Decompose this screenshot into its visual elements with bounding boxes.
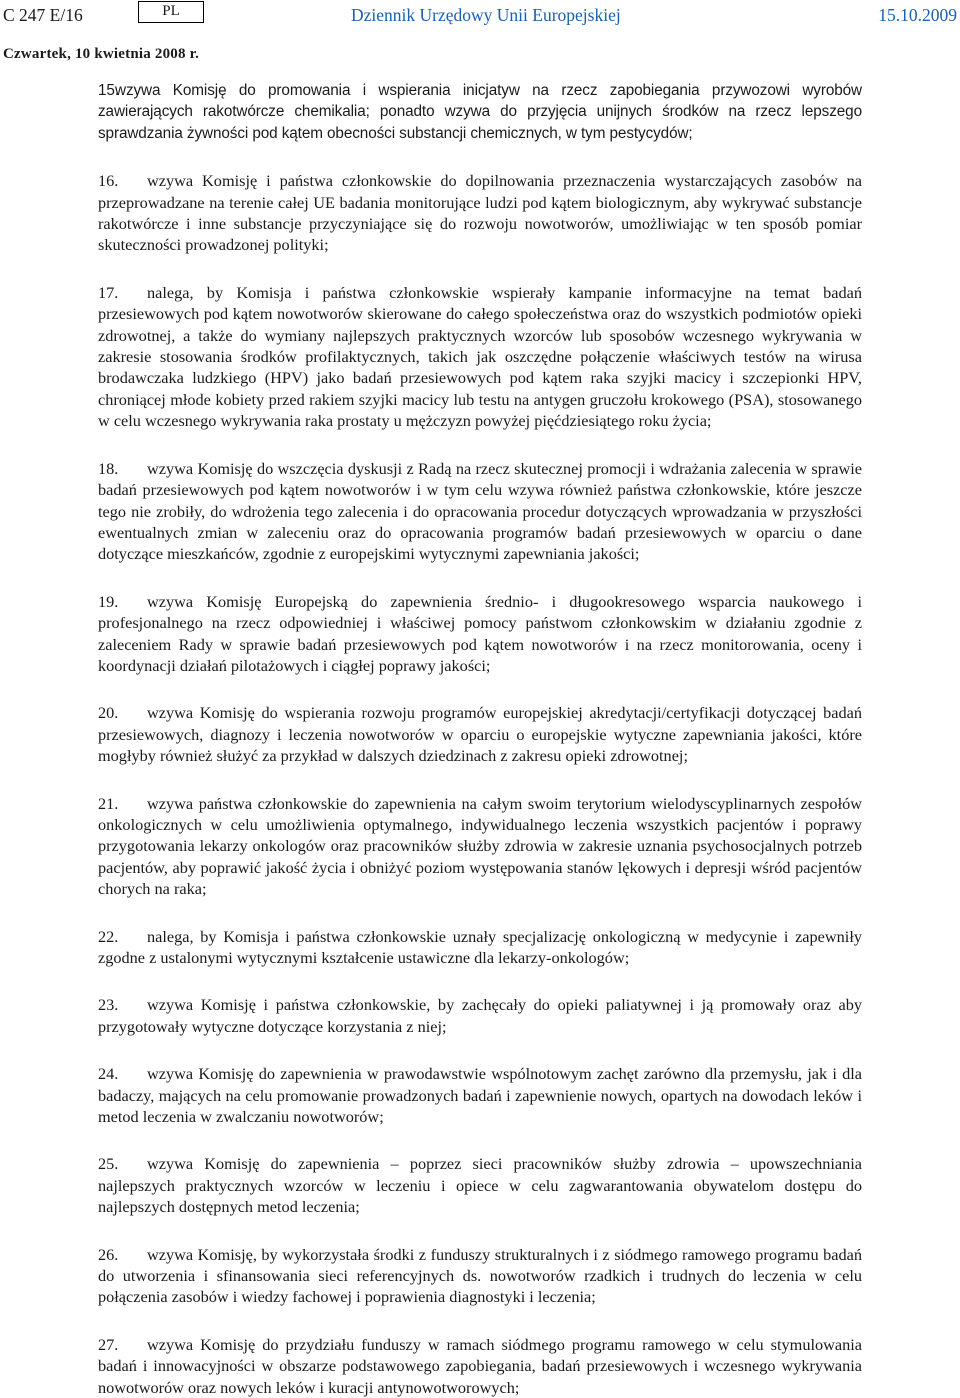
item-text: wzywa Komisję i państwa członkowskie, by zachęcały do opieki paliatywnej i ją promowały oraz aby przygotowały wytyczne dotyczące korzystania z niej; — [98, 995, 862, 1036]
item-number: 16. — [98, 171, 119, 191]
resolution-item — [98, 793, 862, 900]
item-text: nalega, by Komisja i państwa członkowskie uznały specjalizację onkologiczną w medycynie i zapewniły zgodne z ustalonymi wytycznymi kształcenie ustawiczne dla lekarzy-onkologów; — [98, 926, 862, 967]
item-text: wzywa Komisję do wszczęcia dyskusji z Radą na rzecz skutecznej promocji i wdrażania zalecenia w sprawie badań przesiewowych pod kątem nowotworów i w tym celu wzywa również państwa członkowskie, które jeszcze tego nie zrobiły, do wdrożenia tego zalecenia i do opracowania procedur dotyczących wprowadzania w przyszłości ewentualnych zmian w zaleceniu oraz do opracowania programów badań przesiewowych w oparciu o dane dotyczące mieszkańców, zgodnie z europejskimi wytycznymi zapewniania jakości; — [98, 458, 862, 564]
resolution-item — [98, 458, 862, 565]
resolution-item — [98, 170, 862, 256]
publication-date: 15.10.2009 — [878, 5, 957, 25]
item-number: 26. — [98, 1244, 119, 1264]
item-number: 22. — [98, 926, 119, 946]
item-number: 20. — [98, 703, 119, 723]
resolution-item — [98, 1334, 862, 1398]
item-text: nalega, by Komisja i państwa członkowskie wspierały kampanie informacyjne na temat badań przesiewowych pod kątem nowotworów skierowane do całego społeczeństwa oraz do wszystkich podmiotów opieki zdrowotnej, a także do wymiany najlepszych praktycznych wzorców lub sposobów wczesnego wykrywania w zakresie stosowania środków profilaktycznych, takich jak oszczędne połączenie właściwych testów na wirusa brodawczaka ludzkiego (HPV) jako badań przesiewowych pod kątem raka szyjki macicy i szczepionki HPV, chroniącej młode kobiety przed rakiem szyjki macicy lub testu na antygen gruczołu krokowego (PSA), stosowanego w celu wczesnego wykrywania raka prostaty u mężczyzn powyżej pięćdziesiątego roku życia; — [98, 282, 862, 431]
item-text: wzywa Komisję, by wykorzystała środki z funduszy strukturalnych i z siódmego ramowego programu badań do utworzenia i sfinansowania sieci referencyjnych ds. nowotworów rzadkich i trudnych do leczenia w celu połączenia zasobów i wiedzy fachowej i poprawienia diagnostyki i leczenia; — [98, 1244, 862, 1307]
sitting-date: Czwartek, 10 kwietnia 2008 r. — [3, 46, 200, 62]
item-number: 25. — [98, 1154, 119, 1174]
item-text: wzywa państwa członkowskie do zapewnienia na całym swoim terytorium wielodyscyplinarnych zespołów onkologicznych w celu umożliwienia optymalnego, indywidualnego leczenia wszystkich pacjentów i poprawy przygotowania lekarzy onkologów oraz pracowników służby zdrowia w zakresie uznania psychosocjalnych potrzeb pacjentów, aby poprawić jakość życia i obniżyć poziom występowania stanów lękowych i depresji wśród pacjentów chorych na raka; — [98, 793, 862, 899]
item-text: wzywa Komisję do przydziału funduszy w ramach siódmego programu ramowego w celu stymulowania badań i innowacyjności w obszarze podstawowego zapobiegania, badań przesiewowych i wczesnego wykrywania nowotworów oraz nowych leków i kuracji antynowotworowych; — [98, 1334, 862, 1397]
journal-title: Dziennik Urzędowy Unii Europejskiej — [351, 5, 621, 25]
item-text: wzywa Komisję do wspierania rozwoju programów europejskiej akredytacji/certyfikacji dotyczącej badań przesiewowych, diagnozy i leczenia nowotworów w oparciu o europejskie wytyczne zapewniania jakości, które mogłyby również służyć za przykład w dalszych dziedzinach z zakresu opieki zdrowotnej; — [98, 703, 862, 766]
language-code-box: PL — [138, 1, 204, 23]
resolution-item — [98, 994, 862, 1037]
resolution-items — [98, 80, 862, 1398]
item-number: 18. — [98, 458, 119, 478]
item-number: 23. — [98, 995, 119, 1015]
item-text: wzywa Komisję Europejską do zapewnienia średnio- i długookresowego wsparcia naukowego i profesjonalnego na rzecz odpowiedniej i właściwej pomocy państwom członkowskim w działaniu zgodnie z zaleceniem Rady w sprawie badań przesiewowych pod kątem nowotworów i na rzecz monitorowania, oceny i koordynacji działań pilotażowych i ciągłej poprawy jakości; — [98, 591, 862, 675]
item-number: 15. — [98, 82, 119, 99]
resolution-item — [98, 1063, 862, 1127]
item-text: wzywa Komisję do promowania i wspierania inicjatyw na rzecz zapobiegania przywozowi wyrobów zawierających rakotwórcze chemikalia; ponadto wzywa do przyjęcia unijnych środków na rzecz lepszego sprawdzania żywności pod kątem obecności substancji chemicznych, w tym pestycydów; — [98, 82, 862, 142]
item-text: wzywa Komisję do zapewnienia – poprzez sieci pracowników służby zdrowia – upowszechniania najlepszych praktycznych wzorców w leczeniu i opiece w celu zagwarantowania obywatelom dostępu do najlepszych dostępnych metod leczenia; — [98, 1154, 862, 1217]
item-number: 21. — [98, 793, 119, 813]
resolution-item — [98, 702, 862, 766]
item-number: 19. — [98, 591, 119, 611]
resolution-item — [98, 1153, 862, 1217]
item-number: 27. — [98, 1334, 119, 1354]
item-text: wzywa Komisję i państwa członkowskie do dopilnowania przeznaczenia wystarczających zasobów na przeprowadzane na terenie całej UE badania monitorujące ludzi pod kątem biologicznym, aby wykrywać substancje rakotwórcze i inne substancje przyczyniające się do rozwoju nowotworów, umożliwiając w ten sposób pomiar skuteczności prowadzonej polityki; — [98, 171, 862, 255]
item-number: 17. — [98, 282, 119, 302]
resolution-item — [98, 926, 862, 969]
resolution-item — [98, 1244, 862, 1308]
resolution-item — [98, 80, 862, 144]
resolution-item — [98, 282, 862, 432]
page-header — [3, 0, 957, 30]
item-number: 24. — [98, 1064, 119, 1084]
oj-reference: C 247 E/16 — [3, 5, 83, 25]
resolution-item — [98, 591, 862, 677]
item-text: wzywa Komisję do zapewnienia w prawodawstwie wspólnotowym zachęt zarówno dla przemysłu, jak i dla badaczy, mających na celu promowanie prowadzonych badań i zapewnienie nowych, opartych na dowodach leków i metod leczenia w zwalczaniu nowotworów; — [98, 1064, 862, 1127]
